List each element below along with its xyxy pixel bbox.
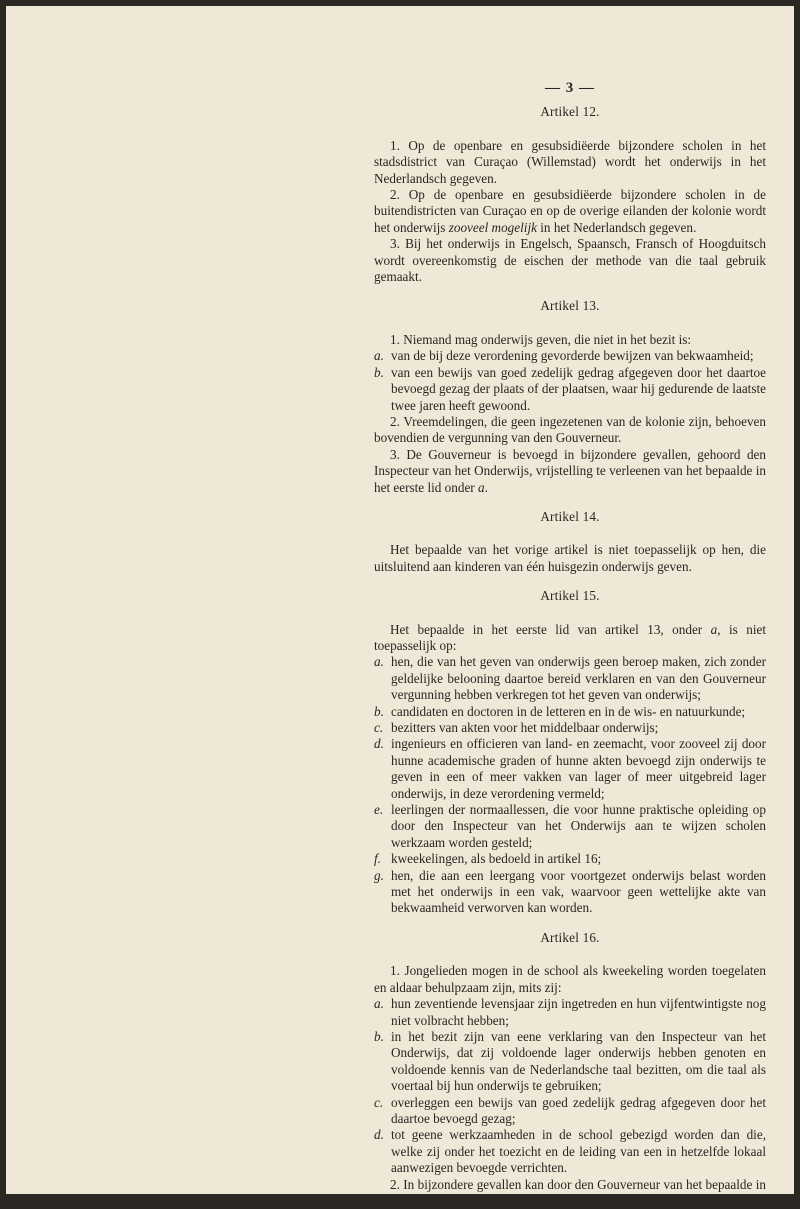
article-section (374, 104, 766, 285)
page-number: — 3 — (545, 80, 595, 96)
list-item-text: leerlingen der normaallessen, die voor hunne praktische opleiding op door den Inspecteur van het Onderwijs aan te wijzen scholen werkzaam worden gesteld; (391, 802, 766, 850)
list-item-label: d. (374, 1127, 384, 1143)
list-item (374, 654, 766, 703)
list-item-text: kweekelingen, als bedoeld in artikel 16; (391, 851, 602, 867)
list-item-label: f. (374, 851, 381, 867)
list-item (374, 720, 766, 736)
list-item-text: hun zeventiende levensjaar zijn ingetreden en hun vijfentwintigste nog niet volbracht hebben; (391, 996, 766, 1028)
list-item (374, 1029, 766, 1095)
paragraph: 2. In bijzondere gevallen kan door den Gouverneur van het bepaalde in het eerste lid, onder a, vrijstelling worden verleend. (374, 1176, 766, 1208)
list-item-text: van de bij deze verordening gevorderde bewijzen van bekwaamheid; (391, 348, 754, 364)
list-item-label: b. (374, 364, 384, 380)
list-item (374, 348, 766, 364)
emphasis: a (481, 1192, 488, 1208)
list-item-text: hen, die van het geven van onderwijs geen beroep maken, zich zonder geldelijke belooning daartoe bereid verklaren en van den Gouverneur vergunning hebben verkregen tot het geven van onderwijs; (391, 654, 766, 703)
list-item-text: ingenieurs en officieren van land- en zeemacht, voor zooveel zij door hunne academische graden of hunne akten bevoegd zijn onderwijs te geven in een of meer vakken van lager of meer uitgebreid lager onderwijs, in deze verordening vermeld; (391, 736, 766, 801)
list-item-text: in het bezit zijn van eene verklaring van den Inspecteur van het Onderwijs, dat zij voldoende lager onderwijs hebben genoten en voldoende kennis van de Nederlandsche taal bezitten, om die taal als voertaal bij hun onderwijs te gebruiken; (391, 1028, 766, 1094)
list-item-label: c. (374, 720, 384, 735)
paragraph: 1. Niemand mag onderwijs geven, die niet in het bezit is: (390, 331, 692, 347)
list-item (374, 1127, 766, 1176)
article-heading: Artikel 12. (540, 104, 600, 120)
list-item-text: overleggen een bewijs van goed zedelijk gedrag afgegeven door het daartoe bevoegd gezag; (391, 1094, 766, 1126)
list-item-text: bezitters van akten voor het middelbaar onderwijs; (391, 720, 659, 735)
section-gap (374, 496, 766, 505)
list-item-text: hen, die aan een leergang voor voortgezet onderwijs belast worden met het onderwijs in een vak, waarvoor geen wettelijke akte van bekwaamheid verworven kan worden. (391, 867, 766, 916)
emphasis: a (710, 621, 718, 637)
list-item (374, 996, 766, 1029)
paragraph: 1. Op de openbare en gesubsidiëerde bijzondere scholen in het stadsdistrict van Curaçao (Willemstad) wordt het onderwijs in het Nederlandsch gegeven. (374, 137, 766, 186)
page-sheet (6, 6, 794, 1208)
list-item-text: tot geene werkzaamheden in de school gebezigd worden dan die, welke zij onder het toezicht en de leiding van een in hetzelfde lokaal aanwezigen bevoegde verrichten. (391, 1127, 766, 1176)
list-item-label: b. (374, 703, 384, 719)
article-heading: Artikel 15. (540, 588, 600, 604)
paragraph: Het bepaalde van het vorige artikel is niet toepasselijk op hen, die uitsluitend aan kinderen van één huisgezin onderwijs geven. (374, 542, 766, 574)
list-item (374, 802, 766, 851)
section-gap (374, 575, 766, 584)
article-section (374, 917, 766, 1209)
list-item (374, 1095, 766, 1128)
paragraph: 2. Vreemdelingen, die geen ingezetenen van de kolonie zijn, behoeven bovendien de vergunning van den Gouverneur. (374, 413, 766, 446)
list-item (374, 704, 766, 720)
emphasis: a (478, 479, 485, 495)
list-item-label: d. (374, 736, 384, 752)
list-item (374, 868, 766, 917)
paragraph: 1. Jongelieden mogen in de school als kweekeling worden toegelaten en aldaar behulpzaam zijn, mits zij: (374, 963, 766, 995)
list-item (374, 851, 766, 867)
article-heading: Artikel 14. (540, 508, 600, 524)
list-item-text: van een bewijs van goed zedelijk gedrag afgegeven door het daartoe bevoegd gezag der plaats of der plaatsen, waar hij gedurende de laatste twee jaren heeft gewoond. (391, 364, 766, 413)
list-item-label: b. (374, 1028, 384, 1044)
article-heading: Artikel 16. (540, 929, 600, 945)
article-section (374, 496, 766, 575)
paragraph: 3. Bij het onderwijs in Engelsch, Spaansch, Fransch of Hoogduitsch wordt overeenkomstig de eischen der methode van die taal gebruik gemaakt. (374, 236, 766, 285)
article-heading: Artikel 13. (540, 298, 600, 314)
emphasis: zooveel mogelijk (448, 219, 537, 235)
list-item-label: g. (374, 867, 384, 883)
article-section (374, 575, 766, 917)
section-gap (374, 285, 766, 294)
paragraph: 2. Op de openbare en gesubsidiëerde bijzondere scholen in de buitendistricten van Curaçao en op de overige eilanden der kolonie wordt het onderwijs zooveel mogelijk in het Nederlandsch gegeven. (374, 187, 766, 235)
paragraph: Het bepaalde in het eerste lid van artikel 13, onder a, is niet toepasselijk op: (374, 621, 766, 653)
articles-container (374, 104, 766, 1209)
list-item-label: a. (374, 348, 384, 364)
list-item-label: a. (374, 654, 384, 670)
list-item-label: e. (374, 802, 384, 818)
section-gap (374, 917, 766, 926)
list-item-label: c. (374, 1094, 384, 1110)
list-item-label: a. (374, 996, 384, 1012)
article-section (374, 285, 766, 495)
list-item (374, 365, 766, 414)
list-item-text: candidaten en doctoren in de letteren en in de wis- en natuurkunde; (391, 703, 746, 719)
document-text-column (374, 78, 766, 1209)
list-item (374, 736, 766, 802)
paragraph: 3. De Gouverneur is bevoegd in bijzondere gevallen, gehoord den Inspecteur van het Onderwijs, vrijstelling te verleenen van het bepaalde in het eerste lid onder a. (374, 446, 766, 495)
